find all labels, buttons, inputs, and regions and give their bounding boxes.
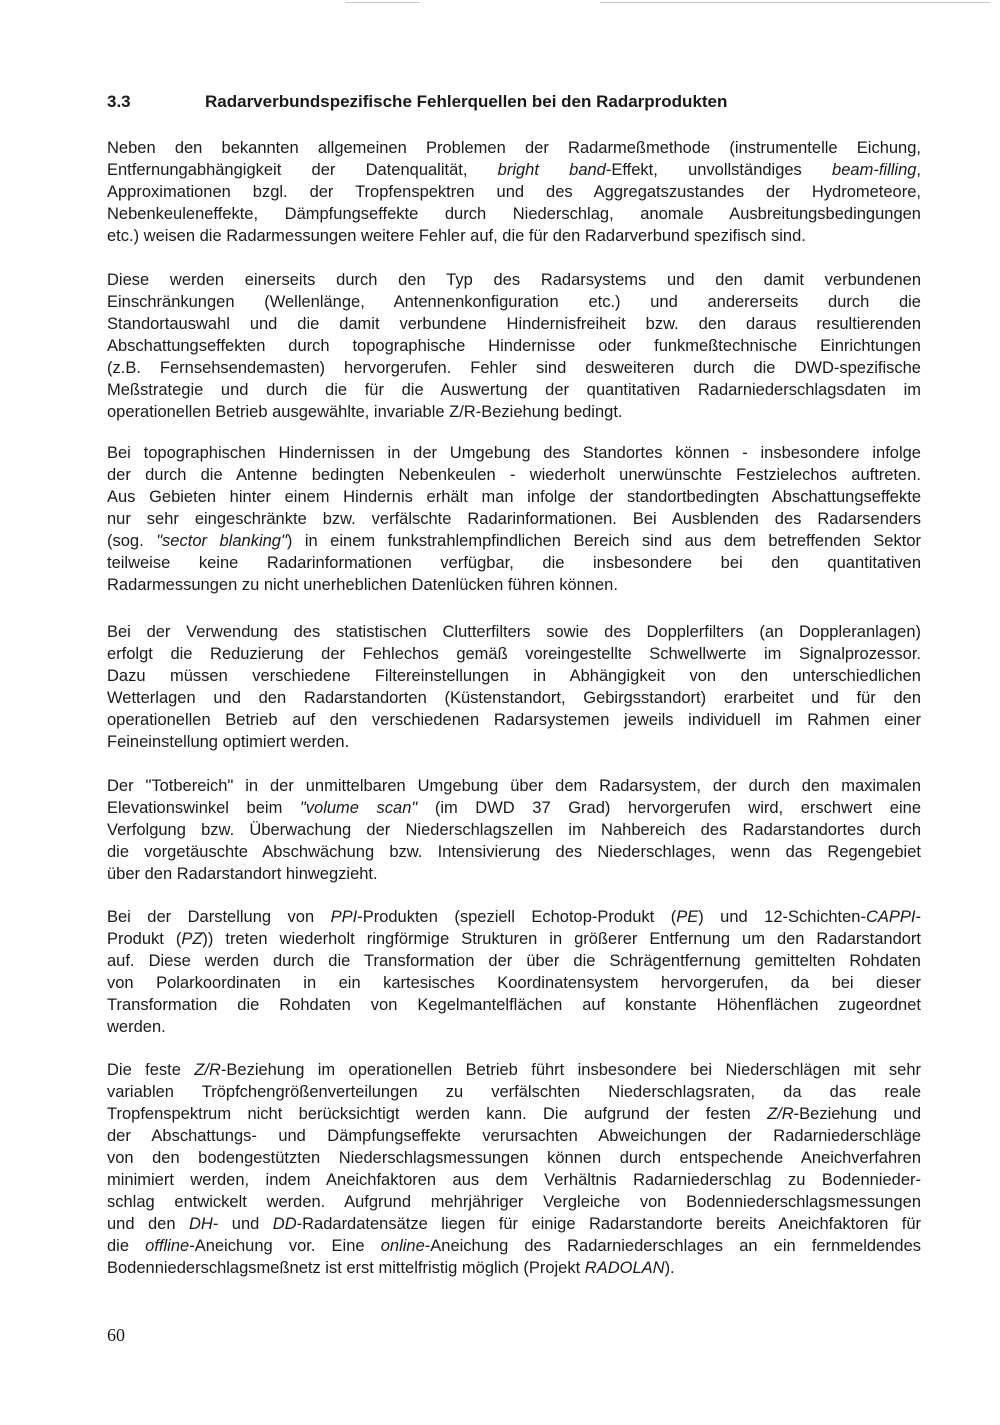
text-line — [107, 731, 921, 753]
text-line — [107, 1125, 921, 1147]
text-segment: Dazu müssen verschiedene Filtereinstellungen in Abhängigkeit von den unterschiedlichen — [107, 667, 921, 685]
text-segment: )) treten wiederholt ringförmige Strukturen in größerer Entfernung um den Radarstandort — [202, 930, 921, 948]
italic-text: PZ — [181, 930, 203, 948]
text-line — [107, 203, 921, 225]
italic-text: PE — [676, 908, 699, 926]
text-line — [107, 709, 921, 731]
text-segment: Bodenniederschlagsmeßnetz ist erst mittelfristig möglich (Projekt — [107, 1259, 585, 1277]
text-segment: -Produkten (speziell Echotop-Produkt ( — [357, 908, 677, 926]
text-line — [107, 928, 921, 950]
text-line — [107, 1213, 921, 1235]
text-segment: Wetterlagen und den Radarstandorten (Küstenstandort, Gebirgsstandort) erarbeitet und für den — [107, 689, 921, 707]
italic-text: "sector blanking" — [156, 532, 287, 550]
italic-text: offline — [145, 1237, 190, 1255]
paragraph — [107, 1059, 921, 1279]
text-line — [107, 159, 921, 181]
text-segment: von den bodengestützten Niederschlagsmessungen können durch entspechende Aneichverfahren — [107, 1149, 922, 1167]
text-segment: der durch die Antenne bedingten Nebenkeulen - wiederholt unerwünschte Festzielechos auftreten. — [107, 466, 921, 484]
text-line — [107, 1016, 921, 1038]
text-segment: -Beziehung im operationellen Betrieb führt insbesondere bei Niederschlägen mit sehr — [220, 1061, 921, 1079]
text-segment: teilweise keine Radarinformationen verfügbar, die insbesondere bei den quantitativen — [107, 554, 921, 572]
text-line — [107, 530, 921, 552]
text-segment: Nebenkeuleneffekte, Dämpfungseffekte durch Niederschlag, anomale Ausbreitungsbedingungen — [107, 205, 921, 223]
text-segment: Feineinstellung optimiert werden. — [107, 733, 350, 751]
text-line — [107, 1257, 921, 1279]
text-line — [107, 1059, 921, 1081]
paragraph — [107, 442, 921, 596]
text-line — [107, 137, 921, 159]
text-line — [107, 1169, 921, 1191]
text-line — [107, 643, 921, 665]
text-segment: Elevationswinkel beim — [107, 799, 300, 817]
text-line — [107, 464, 921, 486]
paragraph — [107, 137, 921, 247]
text-segment: auf. Diese werden durch die Transformation der über die Schrägentfernung gemittelten Rohdaten — [107, 952, 921, 970]
text-line — [107, 906, 921, 928]
text-line — [107, 508, 921, 530]
text-segment: Radarmessungen zu nicht unerheblichen Datenlücken führen können. — [107, 576, 618, 594]
text-line — [107, 819, 921, 841]
text-line — [107, 972, 921, 994]
text-segment: Bei der Verwendung des statistischen Clutterfilters sowie des Dopplerfilters (an Doppleranlagen) — [107, 623, 922, 641]
text-line — [107, 269, 921, 291]
section-title: Radarverbundspezifische Fehlerquellen bei den Radarprodukten — [205, 92, 728, 111]
text-segment: -Effekt, unvollständiges — [605, 161, 833, 179]
text-segment: Approximationen bzgl. der Tropfenspektren und des Aggregatszustandes der Hydrometeore, — [107, 183, 921, 201]
text-segment: - und — [212, 1215, 273, 1233]
text-segment: nur sehr eingeschränkte bzw. verfälschte Radarinformationen. Bei Ausblenden des Radarsenders — [107, 510, 921, 528]
text-segment: operationellen Betrieb ausgewählte, invariable Z/R-Beziehung bedingt. — [107, 403, 623, 421]
italic-text: Z/R — [194, 1061, 221, 1079]
text-segment: und den — [107, 1215, 189, 1233]
text-line — [107, 621, 921, 643]
text-line — [107, 486, 921, 508]
text-segment: variablen Tröpfchengrößenverteilungen zu verfälschten Niederschlagsraten, da das reale — [107, 1083, 921, 1101]
text-line — [107, 950, 921, 972]
text-segment: die — [107, 1237, 146, 1255]
paragraph — [107, 621, 921, 753]
text-line — [107, 313, 921, 335]
scan-edge-line — [345, 2, 420, 3]
text-segment: etc.) weisen die Radarmessungen weitere Fehler auf, die für den Radarverbund spezifisch sind. — [107, 227, 806, 245]
italic-text: bright band — [497, 161, 606, 179]
text-line — [107, 225, 921, 247]
text-segment: (im DWD 37 Grad) hervorgerufen wird, erschwert eine — [417, 799, 921, 817]
text-line — [107, 335, 921, 357]
text-segment: Bei topographischen Hindernissen in der Umgebung des Standortes können - insbesondere infolge — [107, 444, 921, 462]
text-line — [107, 401, 921, 423]
text-segment: ) in einem funkstrahlempfindlichen Bereich sind aus dem betreffenden Sektor — [286, 532, 921, 550]
text-segment: minimiert werden, indem Aneichfaktoren aus dem Verhältnis Radarniederschlag zu Bodennieder- — [107, 1171, 921, 1189]
section-number: 3.3 — [107, 92, 131, 111]
italic-text: DD — [272, 1215, 297, 1233]
text-segment: Verfolgung bzw. Überwachung der Niederschlagszellen im Nahbereich des Radarstandortes durch — [107, 821, 921, 839]
text-segment: ). — [664, 1259, 675, 1277]
text-line — [107, 863, 921, 885]
paragraph — [107, 906, 921, 1038]
text-segment: Aus Gebieten hinter einem Hindernis erhält man infolge der standortbedingten Abschattungseffekte — [107, 488, 921, 506]
text-segment: Der "Totbereich" in der unmittelbaren Umgebung über dem Radarsystem, der durch den maximalen — [107, 777, 921, 795]
italic-text: RADOLAN — [584, 1259, 665, 1277]
text-segment: Standortauswahl und die damit verbundene Hindernisfreiheit bzw. den daraus resultierenden — [107, 315, 921, 333]
text-segment: Abschattungseffekten durch topographische Hindernisse oder funkmeßtechnische Einrichtungen — [107, 337, 921, 355]
text-line — [107, 687, 921, 709]
paragraph — [107, 269, 921, 423]
italic-text: CAPPI — [865, 908, 916, 926]
text-line — [107, 442, 921, 464]
text-line — [107, 775, 921, 797]
text-line — [107, 841, 921, 863]
text-segment: -Radardatensätze liegen für einige Radarstandorte bereits Aneichfaktoren für — [296, 1215, 921, 1233]
italic-text: "volume scan" — [299, 799, 418, 817]
text-line — [107, 291, 921, 313]
text-line — [107, 1235, 921, 1257]
text-segment: von Polarkoordinaten in ein kartesisches Koordinatensystem hervorgerufen, da bei dieser — [107, 974, 921, 992]
italic-text: beam-filling — [832, 161, 917, 179]
text-line — [107, 574, 921, 596]
text-segment: die vorgetäuschte Abschwächung bzw. Intensivierung des Niederschlages, wenn das Regengebiet — [107, 843, 921, 861]
italic-text: Z/R — [767, 1105, 794, 1123]
text-segment: Produkt ( — [107, 930, 182, 948]
text-segment: Neben den bekannten allgemeinen Problemen der Radarmeßmethode (instrumentelle Eichung, — [107, 139, 921, 157]
text-segment: (z.B. Fernsehsendemasten) hervorgerufen. Fehler sind desweiteren durch die DWD-spezifische — [107, 359, 921, 377]
text-segment: -Aneichung vor. Eine — [189, 1237, 381, 1255]
paragraph — [107, 775, 921, 885]
text-segment: ) und 12-Schichten- — [698, 908, 866, 926]
text-segment: -Beziehung und — [793, 1105, 921, 1123]
text-segment: Meßstrategie und durch die für die Auswertung der quantitativen Radarniederschlagsdaten im — [107, 381, 921, 399]
scan-edge-line — [600, 2, 990, 3]
text-segment: operationellen Betrieb auf den verschiedenen Radarsystemen jeweils individuell im Rahmen einer — [107, 711, 921, 729]
text-segment: Entfernungabhängigkeit der Datenqualität, — [107, 161, 498, 179]
text-segment: , — [916, 161, 922, 179]
text-segment: Bei der Darstellung von — [107, 908, 331, 926]
text-line — [107, 1191, 921, 1213]
page-number: 60 — [107, 1325, 125, 1345]
text-segment: Transformation die Rohdaten von Kegelmantelflächen auf konstante Höhenflächen zugeordnet — [107, 996, 921, 1014]
text-line — [107, 1147, 921, 1169]
text-line — [107, 665, 921, 687]
italic-text: online — [380, 1237, 425, 1255]
text-line — [107, 797, 921, 819]
text-segment: über den Radarstandort hinwegzieht. — [107, 865, 378, 883]
text-segment: der Abschattungs- und Dämpfungseffekte verursachten Abweichungen der Radarniederschläge — [107, 1127, 921, 1145]
text-segment: Diese werden einerseits durch den Typ des Radarsystems und den damit verbundenen — [107, 271, 922, 289]
italic-text: DH — [188, 1215, 213, 1233]
text-segment: werden. — [107, 1018, 166, 1036]
text-segment: erfolgt die Reduzierung der Fehlechos gemäß voreingestellte Schwellwerte im Signalprozessor. — [107, 645, 921, 663]
text-segment: Tropfenspektrum nicht berücksichtigt werden kann. Die aufgrund der festen — [107, 1105, 768, 1123]
text-segment: - — [915, 908, 922, 926]
text-line — [107, 181, 921, 203]
text-line — [107, 1081, 921, 1103]
text-segment: (sog. — [107, 532, 157, 550]
text-line — [107, 994, 921, 1016]
text-line — [107, 357, 921, 379]
italic-text: PPI — [330, 908, 358, 926]
text-segment: schlag entwickelt werden. Aufgrund mehrjähriger Vergleiche von Bodenniederschlagsmessungen — [107, 1193, 921, 1211]
text-segment: -Aneichung des Radarniederschlages an ein fernmeldendes — [424, 1237, 921, 1255]
text-line — [107, 379, 921, 401]
text-line — [107, 1103, 921, 1125]
text-segment: Die feste — [107, 1061, 195, 1079]
text-line — [107, 552, 921, 574]
text-segment: Einschränkungen (Wellenlänge, Antennenkonfiguration etc.) und andererseits durch die — [107, 293, 921, 311]
